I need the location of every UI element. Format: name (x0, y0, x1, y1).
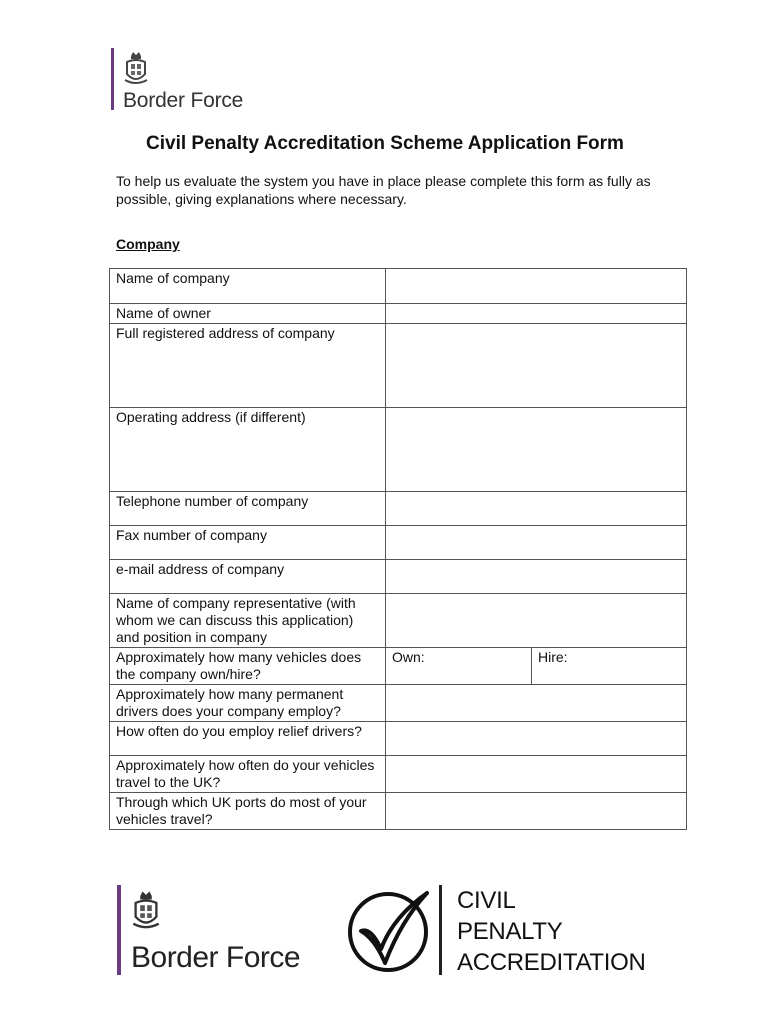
fax-field[interactable] (386, 526, 687, 560)
email-field[interactable] (386, 560, 687, 594)
intro-text: To help us evaluate the system you have in place please complete this form as fully as possible, giving explanations where necessary. (116, 173, 651, 207)
field-label: Name of company (110, 269, 386, 304)
table-row (110, 492, 687, 526)
cpa-line-3: ACCREDITATION (457, 949, 646, 976)
section-heading: Company (116, 236, 180, 252)
field-label: Telephone number of company (110, 492, 386, 526)
table-row (110, 685, 687, 722)
telephone-field[interactable] (386, 492, 687, 526)
table-row (110, 269, 687, 304)
civil-penalty-accreditation-logo (345, 885, 665, 980)
table-row (110, 304, 687, 324)
table-row (110, 526, 687, 560)
logo-bar (117, 885, 121, 975)
owner-name-field[interactable] (386, 304, 687, 324)
hire-label: Hire: (538, 649, 568, 665)
representative-field[interactable] (386, 594, 687, 648)
table-row (110, 324, 687, 408)
brand-name: Border Force (123, 89, 244, 112)
table-row (110, 756, 687, 793)
field-label: Name of company representative (with whom we can discuss this application) and position in company (110, 594, 386, 648)
royal-crest-icon (123, 50, 149, 88)
logo-divider (439, 885, 442, 975)
field-label: Full registered address of company (110, 324, 386, 408)
logo-bar (111, 48, 114, 110)
royal-crest-icon (131, 887, 161, 935)
field-label: Operating address (if different) (110, 408, 386, 492)
field-label: Approximately how often do your vehicles travel to the UK? (110, 756, 386, 793)
vehicles-own-field[interactable] (386, 648, 532, 685)
table-row (110, 408, 687, 492)
footer-brand-name: Border Force (131, 941, 301, 974)
registered-address-field[interactable] (386, 324, 687, 408)
table-row (110, 594, 687, 648)
table-row (110, 560, 687, 594)
field-label: How often do you employ relief drivers? (110, 722, 386, 756)
own-label: Own: (392, 649, 425, 665)
field-label: Through which UK ports do most of your vehicles travel? (110, 793, 386, 830)
page-title: Civil Penalty Accreditation Scheme Application Form (146, 133, 624, 154)
field-label: Name of owner (110, 304, 386, 324)
uk-ports-field[interactable] (386, 793, 687, 830)
vehicles-hire-field[interactable] (532, 648, 687, 685)
field-label: Fax number of company (110, 526, 386, 560)
table-row (110, 648, 687, 685)
table-row (110, 793, 687, 830)
cpa-line-1: CIVIL (457, 887, 516, 914)
cpa-line-2: PENALTY (457, 918, 563, 945)
permanent-drivers-field[interactable] (386, 685, 687, 722)
company-name-field[interactable] (386, 269, 687, 304)
footer-border-force-logo (117, 885, 337, 980)
field-label: Approximately how many permanent drivers does your company employ? (110, 685, 386, 722)
field-label: Approximately how many vehicles does the company own/hire? (110, 648, 386, 685)
operating-address-field[interactable] (386, 408, 687, 492)
travel-frequency-field[interactable] (386, 756, 687, 793)
field-label: e-mail address of company (110, 560, 386, 594)
checkmark-icon (345, 887, 431, 973)
table-row (110, 722, 687, 756)
company-form-table (109, 268, 687, 830)
relief-drivers-field[interactable] (386, 722, 687, 756)
